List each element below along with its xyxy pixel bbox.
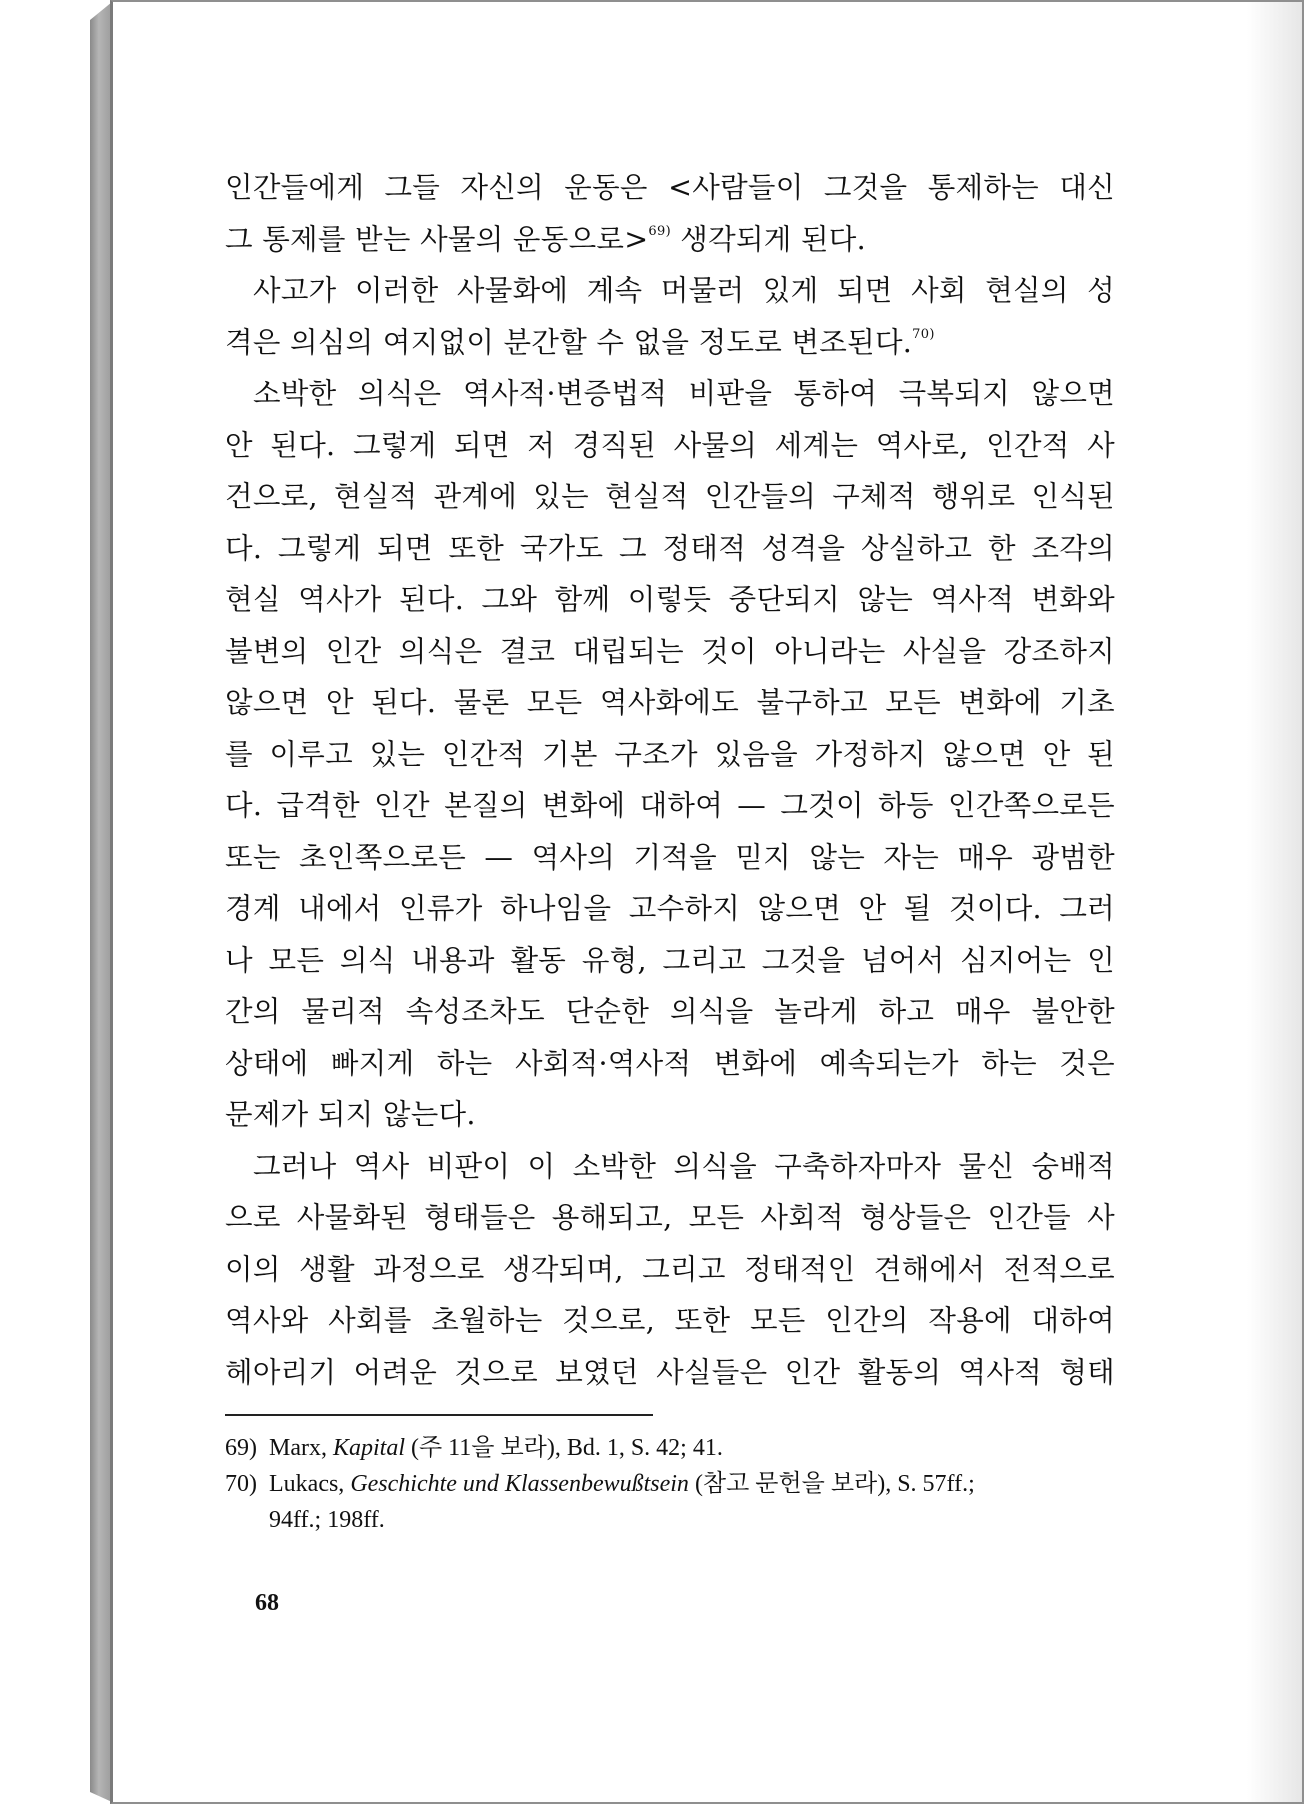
footnote-author: Marx, [269,1435,333,1461]
body-line: 문제가 되지 않는다. [225,1098,476,1131]
footnote-citation: (참고 문헌을 보라), S. 57ff.; [688,1471,975,1497]
body-line-text: 그 통제를 받는 사물의 운동으로> [225,222,649,256]
body-line: 상태에 빠지게 하는 사회적·역사적 변화에 예속되는가 하는 것은 [225,1046,1115,1080]
body-line: 건으로, 현실적 관계에 있는 현실적 인간들의 구체적 행위로 인식된 [225,480,1115,513]
body-line: 다. 급격한 인간 본질의 변화에 대하여 — 그것이 하등 인간쪽으로든 [225,789,1115,822]
body-line [225,317,1115,369]
body-line [225,214,1115,266]
body-line: 나 모든 의식 내용과 활동 유형, 그리고 그것을 넘어서 심지어는 인 [225,943,1115,977]
body-line: 소박한 의식은 역사적·변증법적 비판을 통하여 극복되지 않으면 [253,377,1115,410]
footnote-70 [225,1466,1115,1538]
page-edge-shadow [1247,2,1302,1802]
footnote-work-title: Geschichte und Klassenbewußtsein [350,1471,689,1497]
footnote-ref-69: 69) [648,223,671,239]
footnote-text [269,1430,1115,1466]
body-line: 사고가 이러한 사물화에 계속 머물러 있게 되면 사회 현실의 성 [253,274,1115,307]
body-line: 안 된다. 그렇게 되면 저 경직된 사물의 세계는 역사로, 인간적 사 [225,428,1115,462]
footnote-citation-cont: 94ff.; 198ff. [269,1507,385,1533]
body-line: 불변의 인간 의식은 결코 대립되는 것이 아니라는 사실을 강조하지 [225,634,1115,668]
footnote-text [269,1466,1115,1538]
body-line: 다. 그렇게 되면 또한 국가도 그 정태적 성격을 상실하고 한 조각의 [225,531,1115,565]
body-line: 역사와 사회를 초월하는 것으로, 또한 모든 인간의 작용에 대하여 [225,1304,1115,1337]
body-line: 현실 역사가 된다. 그와 함께 이렇듯 중단되지 않는 역사적 변화와 [225,583,1115,616]
footnote-citation: (주 11을 보라), Bd. 1, S. 42; 41. [405,1435,723,1461]
body-line: 이의 생활 과정으로 생각되며, 그리고 정태적인 견해에서 전적으로 [225,1252,1115,1286]
body-line: 그러나 역사 비판이 이 소박한 의식을 구축하자마자 물신 숭배적 [253,1149,1115,1183]
footnote-work-title: Kapital [332,1435,405,1461]
footnote-ref-70: 70) [912,326,935,342]
body-line: 헤아리기 어려운 것으로 보였던 사실들은 인간 활동의 역사적 형태 [225,1355,1115,1389]
body-line-text: 격은 의심의 여지없이 분간할 수 없을 정도로 변조된다. [225,325,913,359]
body-line: 를 이루고 있는 인간적 기본 구조가 있음을 가정하지 않으면 안 된 [225,737,1115,771]
body-line: 않으면 안 된다. 물론 모든 역사화에도 불구하고 모든 변화에 기초 [225,686,1115,719]
body-line: 으로 사물화된 형태들은 용해되고, 모든 사회적 형상들은 인간들 사 [225,1201,1115,1234]
body-line: 인간들에게 그들 자신의 운동은 <사람들이 그것을 통제하는 대신 [225,171,1115,204]
body-text [225,162,1115,1398]
book-page [110,0,1304,1804]
body-line: 또는 초인쪽으로든 — 역사의 기적을 믿지 않는 자는 매우 광범한 [225,840,1115,874]
body-line-text: 생각되게 된다. [670,222,867,256]
footnote-number: 70) [225,1471,257,1497]
footnote-author: Lukacs, [269,1471,351,1497]
footnote-divider [225,1414,653,1416]
footnote-69 [225,1430,1115,1466]
footnotes [225,1430,1115,1538]
page-number: 68 [255,1590,279,1616]
footnote-number: 69) [225,1435,257,1461]
book-spine [90,2,112,1802]
body-line: 간의 물리적 속성조차도 단순한 의식을 놀라게 하고 매우 불안한 [225,995,1115,1028]
body-line: 경계 내에서 인류가 하나임을 고수하지 않으면 안 될 것이다. 그러 [225,892,1115,925]
